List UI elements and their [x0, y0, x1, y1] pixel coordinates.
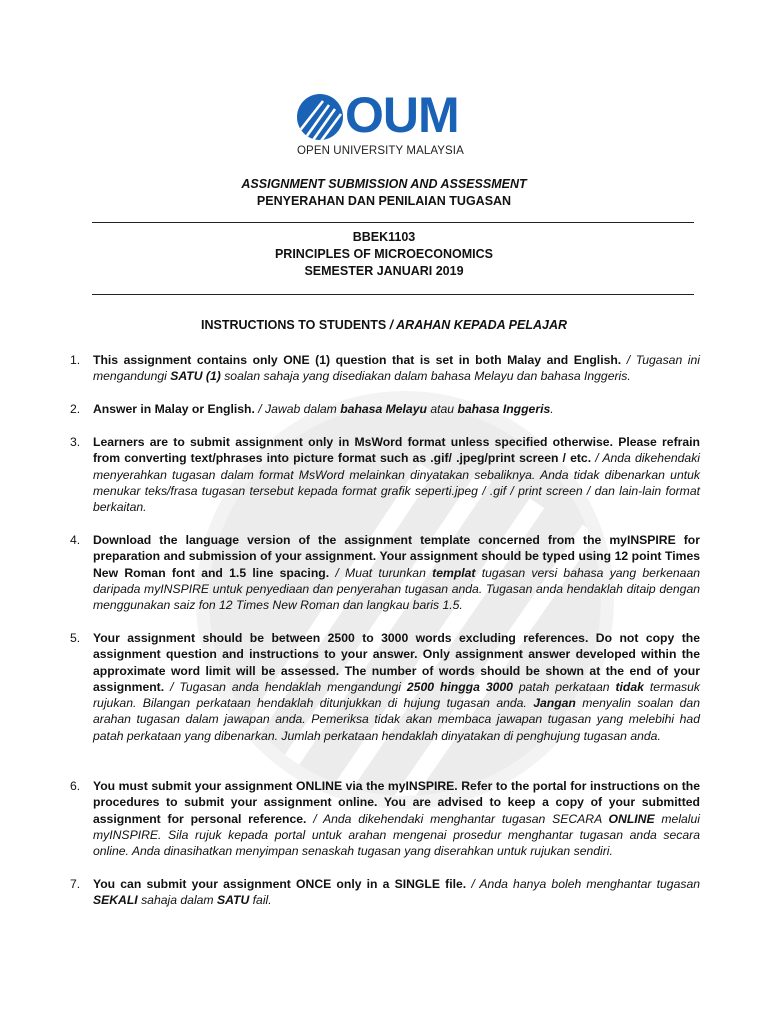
instructions-title-en: INSTRUCTIONS TO STUDENTS [200, 318, 387, 332]
semester: SEMESTER JANUARI 2019 [304, 264, 464, 278]
item-text-run: Learners are to submit assignment only in MsWord format unless specified otherwise. Please refrain from converting text/phrases into picture format such as .gif/ .jpeg/print screen / etc. [93, 435, 700, 466]
item-text-run: SATU [216, 893, 250, 908]
item-text-run: templat [432, 565, 476, 580]
item-text [93, 532, 700, 613]
item-text-run [588, 631, 595, 645]
item-text-run: Do not [595, 631, 639, 645]
item-text-run: / Jawab dalam [254, 402, 341, 416]
item-text-run: You must submit your assignment [93, 779, 297, 793]
divider-top [92, 222, 694, 223]
item-text-run: ONCE [296, 877, 332, 891]
item-text-run: bahasa Inggeris [457, 402, 551, 416]
item-text-run: file. [439, 877, 467, 891]
item-text-run: ONE (1) [283, 353, 331, 367]
item-text [93, 401, 700, 417]
item-text-run: melalui myINSPIRE. Sila rujuk kepada portal untuk arahan mengenai prosedur menghantar tugasan anda secara online. Anda dinasihatkan menyimpan senaskah tugasan yang diserahkan untuk rujukan sendiri. [93, 811, 700, 859]
item-text-run: / Anda dikehendaki menyerahkan tugasan dalam format MsWord melainkan dinyatakan sebaliknya. Anda tidak dibenarkan untuk menukar teks/frasa tugasan tersebut kepada format grafik seperti.jpeg / .gif / print screen / dan lain-lain format berkaitan. [93, 451, 700, 515]
logo-subtitle: OPEN UNIVERSITY MALAYSIA [297, 145, 464, 157]
oum-globe-icon [296, 93, 344, 141]
header-title-ms: PENYERAHAN DAN PENILAIAN TUGASAN [256, 194, 512, 208]
oum-logo [296, 87, 476, 161]
course-title: PRINCIPLES OF MICROECONOMICS [274, 247, 494, 261]
item-text-run: ONLINE [296, 779, 343, 793]
item-text-run: fail. [249, 893, 272, 908]
instructions-title [0, 318, 768, 332]
item-text-run: soalan sahaja yang disediakan dalam bahasa Melayu dan bahasa Inggeris. [220, 369, 631, 384]
item-text-run: only in a [331, 877, 395, 891]
item-text-run: 2500 hingga 3000 [406, 679, 513, 694]
course-code: BBEK1103 [352, 230, 416, 244]
item-text-run: Your assignment should be between [93, 631, 328, 645]
item-text-run: copy the assignment question and instructions to your answer. Only assignment answer developed within the approximate word limit will be assessed. The number of words should be shown at the end of your assignment. [93, 631, 700, 694]
item-text-run: Jangan [533, 696, 576, 711]
item-text-run: menyalin soalan dan arahan tugasan dalam jawapan anda. Pemeriksa tidak akan membaca jawapan tugasan yang melebihi had patah perkataan yang dibenarkan. Jumlah perkataan hendaklah dinyatakan di penghujung tugasan anda. [93, 696, 700, 743]
item-text-run: / Muat turunkan [329, 565, 433, 580]
item-text-run: SEKALI [93, 893, 138, 908]
item-text-run: question that is set in both Malay and English. [330, 353, 622, 367]
item-text-run: Answer in Malay or English. [93, 402, 255, 416]
item-text-run: atau [426, 402, 458, 416]
item-text-run: SATU (1) [170, 369, 221, 384]
item-text-run: / Anda hanya boleh menghantar tugasan [466, 877, 700, 891]
item-text-run: SINGLE [394, 877, 440, 891]
item-number: 2. [70, 402, 81, 416]
item-text [93, 630, 700, 744]
item-text-run: 2500 to 3000 words excluding references. [327, 631, 589, 645]
item-number: 3. [70, 435, 81, 449]
item-text-run: Download the language version of the assignment template concerned from the myINSPIRE for preparation and submission of your assignment. Your assignment should be typed using 12 point Times New Roman font and 1.5 line spacing. [93, 533, 700, 580]
item-number: 6. [70, 779, 81, 793]
item-text-run: tugasan versi bahasa yang berkenaan daripada myINSPIRE untuk penyediaan dan penyerahan tugasan anda. Tugasan anda hendaklah ditaip dengan menggunakan saiz fon 12 Times New Roman dan langkau baris 1.5. [93, 565, 700, 613]
item-text [93, 434, 700, 515]
header-title-en: ASSIGNMENT SUBMISSION AND ASSESSMENT [241, 177, 527, 191]
logo-wordmark: OUM [345, 87, 459, 143]
divider-bottom [92, 294, 694, 295]
instructions-title-sep: / [386, 318, 397, 332]
instructions-title-ms: ARAHAN KEPADA PELAJAR [396, 318, 567, 332]
item-text-run: termasuk rujukan. Bilangan perkataan hendaklah ditunjukkan di hujung tugasan anda. [93, 679, 700, 711]
item-text-run: tidak [615, 679, 644, 694]
item-text [93, 352, 700, 385]
item-number: 1. [70, 353, 81, 367]
item-text-run: . [550, 402, 554, 416]
item-number: 5. [70, 631, 81, 645]
item-text-run: This assignment contains only [93, 353, 284, 367]
item-number: 4. [70, 533, 81, 547]
item-text-run: You can submit your assignment [93, 877, 297, 891]
item-text-run: via the myINSPIRE. Refer to the portal for instructions on the procedures to submit your assignment online. You are advised to keep a copy of your submitted assignment for personal reference. [93, 779, 700, 826]
item-text [93, 778, 700, 859]
item-text-run: / Tugasan anda hendaklah mengandungi [164, 679, 407, 694]
item-number: 7. [70, 877, 81, 891]
item-text-run: patah perkataan [512, 679, 616, 694]
item-text-run: / Anda dikehendaki menghantar tugasan SECARA [306, 811, 609, 826]
item-text-run: / Tugasan ini mengandungi [93, 353, 700, 384]
item-text-run: bahasa Melayu [340, 402, 427, 416]
item-text-run: sahaja dalam [137, 893, 217, 908]
item-text [93, 876, 700, 909]
item-text-run: ONLINE [608, 811, 655, 826]
